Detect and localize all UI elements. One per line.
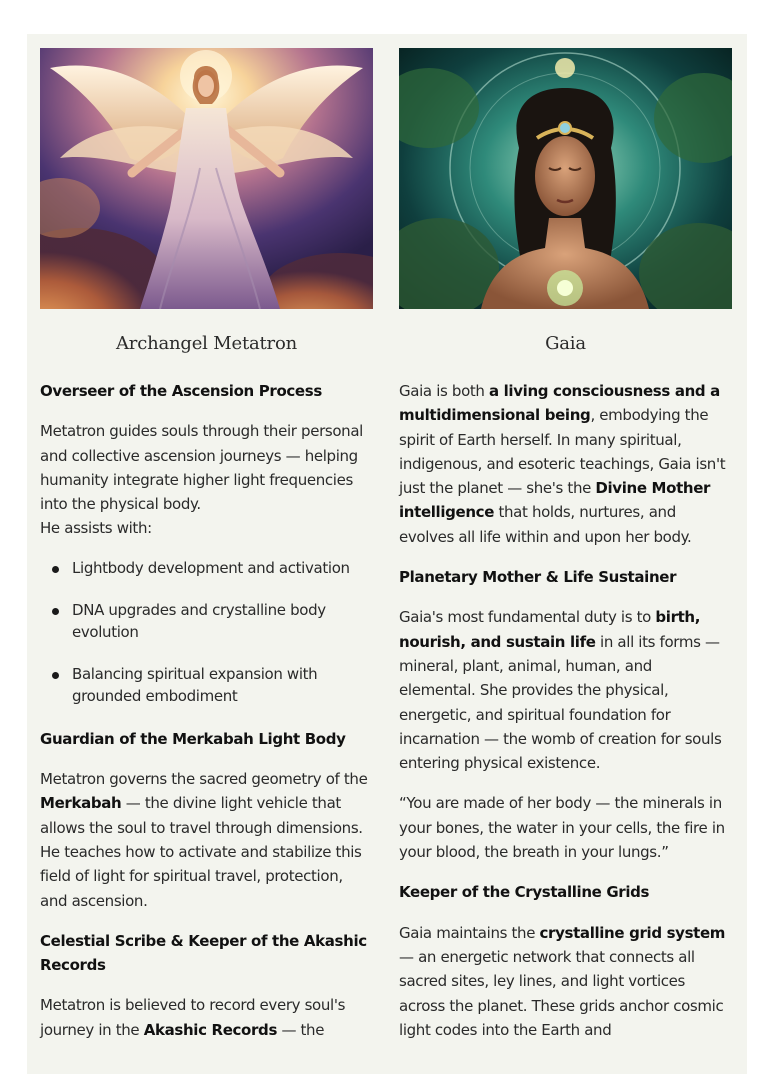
- section-heading: Overseer of the Ascension Process: [40, 382, 322, 400]
- paragraph: Metatron governs the sacred geometry of the Merkabah — the divine light vehicle that allows the soul to travel through dimensions. He teaches how to activate and stabilize this field of light for spiritual travel, protection, and ascension.: [40, 770, 368, 910]
- paragraph: Gaia is both a living consciousness and a multidimensional being, embodying the spirit of Earth herself. In many spiritual, indigenous, and esoteric teachings, Gaia isn't just the planet — she's the Divine Mother intelligence that holds, nurtures, and evolves all life within and upon her body.: [399, 382, 726, 546]
- gaia-description: [399, 379, 732, 1042]
- metatron-description: [40, 379, 373, 1042]
- section-heading: Planetary Mother & Life Sustainer: [399, 568, 677, 587]
- card-title-metatron: Archangel Metatron: [116, 333, 297, 354]
- paragraph: Metatron guides souls through their personal and collective ascension journeys — helping humanity integrate higher light frequencies into the physical body. He assists with:: [40, 422, 363, 538]
- card-metatron: [40, 48, 373, 1058]
- content-panel: [27, 34, 747, 1074]
- list-item: Lightbody development and activation: [72, 557, 373, 579]
- quote: “You are made of her body — the minerals in your bones, the water in your cells, the fire in your blood, the breath in your lungs.”: [399, 794, 725, 862]
- card-gaia: [399, 48, 732, 1058]
- section-heading: Keeper of the Crystalline Grids: [399, 883, 650, 902]
- list-item: Balancing spiritual expansion with grounded embodiment: [72, 663, 373, 707]
- card-title-gaia: Gaia: [545, 333, 586, 354]
- bullet-list: [40, 557, 373, 707]
- section-heading: Guardian of the Merkabah Light Body: [40, 729, 346, 748]
- list-item: DNA upgrades and crystalline body evolution: [72, 599, 373, 643]
- paragraph: Gaia maintains the crystalline grid system — an energetic network that connects all sacred sites, ley lines, and light vortices across the planet. These grids anchor cosmic light codes into the Earth and: [399, 923, 726, 1039]
- metatron-image: [40, 48, 373, 309]
- paragraph: Metatron is believed to record every soul's journey in the Akashic Records — the: [40, 996, 346, 1039]
- gaia-image: [399, 48, 732, 309]
- paragraph: Gaia's most fundamental duty is to birth, nourish, and sustain life in all its forms — mineral, plant, animal, human, and elemental. She provides the physical, energetic, and spiritual foundation for incarnation — the womb of creation for souls entering physical existence.: [399, 608, 722, 773]
- section-heading: Celestial Scribe & Keeper of the Akashic Records: [40, 931, 367, 975]
